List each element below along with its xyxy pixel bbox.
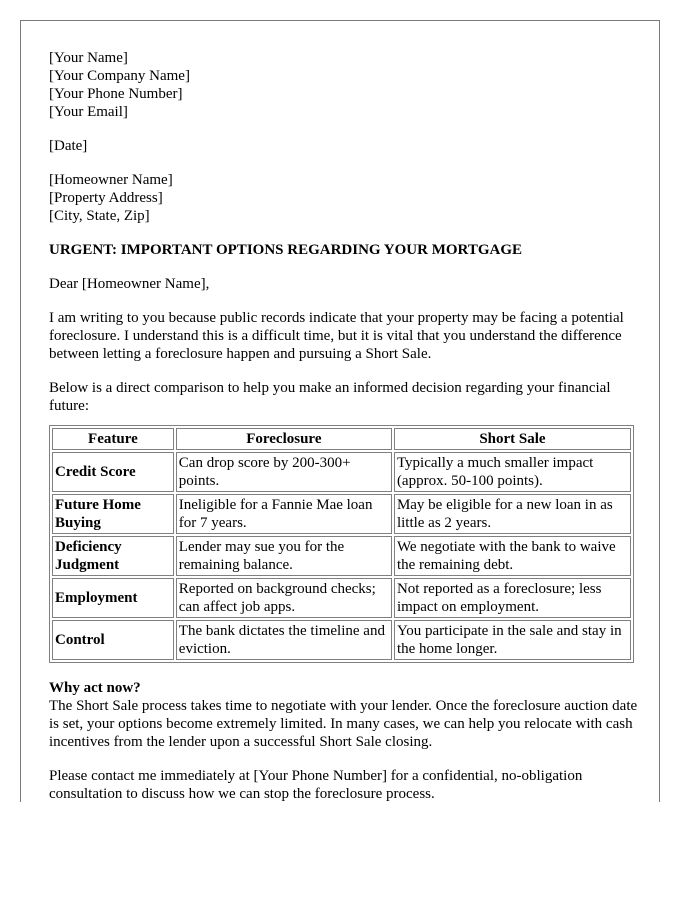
comparison-table (49, 425, 634, 663)
letter-content (49, 49, 639, 802)
table-row (52, 620, 631, 660)
table-header-row (52, 428, 631, 450)
table-row (52, 494, 631, 534)
table-row (52, 578, 631, 618)
column-header-short-sale: Short Sale (394, 428, 631, 450)
row-foreclosure: Lender may sue you for the remaining balance. (176, 536, 392, 576)
intro-paragraph: I am writing to you because public records indicate that your property may be facing a potential foreclosure. I understand this is a difficult time, but it is vital that you understand the difference between letting a foreclosure happen and pursuing a Short Sale. (49, 310, 624, 362)
column-header-foreclosure: Foreclosure (176, 428, 392, 450)
sender-phone: [Your Phone Number] (49, 86, 183, 102)
table-row (52, 452, 631, 492)
why-act-body: The Short Sale process takes time to negotiate with your lender. Once the foreclosure auction date is set, your options become extremely limited. In many cases, we can help you relocate with cash incentives from the lender upon a successful Short Sale closing. (49, 698, 638, 750)
recipient-city: [City, State, Zip] (49, 208, 150, 224)
row-short-sale: We negotiate with the bank to waive the remaining debt. (394, 536, 631, 576)
row-feature: Future Home Buying (52, 494, 174, 534)
row-short-sale: Typically a much smaller impact (approx. 50-100 points). (394, 452, 631, 492)
row-foreclosure: The bank dictates the timeline and eviction. (176, 620, 392, 660)
row-feature: Credit Score (52, 452, 174, 492)
greeting: Dear [Homeowner Name], (49, 276, 210, 292)
row-short-sale: May be eligible for a new loan in as little as 2 years. (394, 494, 631, 534)
why-act-section (49, 679, 639, 751)
why-act-title: Why act now? (49, 680, 141, 696)
lead-in-paragraph: Below is a direct comparison to help you make an informed decision regarding your financial future: (49, 380, 611, 414)
letter-headline: URGENT: IMPORTANT OPTIONS REGARDING YOUR MORTGAGE (49, 242, 522, 258)
sender-name: [Your Name] (49, 50, 128, 66)
letter-page (20, 20, 660, 802)
recipient-block (49, 171, 639, 225)
sender-company: [Your Company Name] (49, 68, 190, 84)
row-foreclosure: Can drop score by 200-300+ points. (176, 452, 392, 492)
row-foreclosure: Ineligible for a Fannie Mae loan for 7 years. (176, 494, 392, 534)
letter-date: [Date] (49, 138, 88, 154)
sender-email: [Your Email] (49, 104, 128, 120)
column-header-feature: Feature (52, 428, 174, 450)
row-feature: Employment (52, 578, 174, 618)
recipient-name: [Homeowner Name] (49, 172, 173, 188)
sender-block (49, 49, 639, 121)
table-row (52, 536, 631, 576)
row-short-sale: Not reported as a foreclosure; less impact on employment. (394, 578, 631, 618)
recipient-address: [Property Address] (49, 190, 163, 206)
row-short-sale: You participate in the sale and stay in the home longer. (394, 620, 631, 660)
closing-paragraph: Please contact me immediately at [Your Phone Number] for a confidential, no-obligation consultation to discuss how we can stop the foreclosure process. (49, 768, 583, 802)
row-foreclosure: Reported on background checks; can affect job apps. (176, 578, 392, 618)
row-feature: Control (52, 620, 174, 660)
row-feature: Deficiency Judgment (52, 536, 174, 576)
